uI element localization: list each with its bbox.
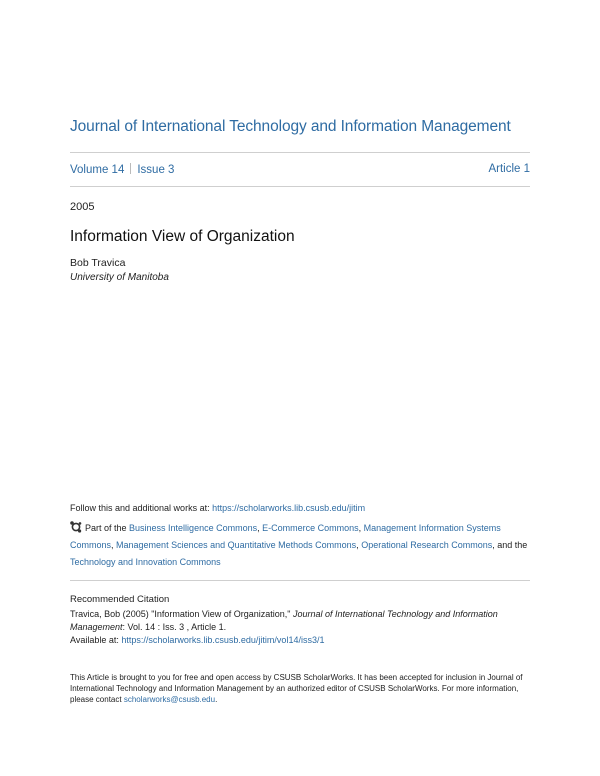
commons-link-business-intelligence[interactable]: Business Intelligence Commons	[129, 523, 258, 533]
and-the-text: and the	[497, 540, 528, 550]
divider-top	[70, 152, 530, 153]
issue-link[interactable]: Issue 3	[137, 164, 175, 176]
journal-title[interactable]: Journal of International Technology and Information Management	[70, 118, 511, 135]
volume-issue	[70, 163, 174, 176]
footer-text: This Article is brought to you for free and open access by CSUSB ScholarWorks. It has been accepted for inclusion in Journal of International Technology and Information Management by an authorized editor of CSUSB ScholarWorks. For more information, please contact	[70, 673, 523, 704]
follow-link[interactable]: https://scholarworks.lib.csusb.edu/jitim	[212, 503, 366, 513]
contact-email-link[interactable]: scholarworks@csusb.edu	[123, 695, 216, 704]
citation-journal: Journal of International Technology and Information Management	[70, 609, 498, 632]
recommended-citation-body	[70, 608, 530, 647]
publication-year: 2005	[70, 201, 95, 213]
commons-link-management-information-systems[interactable]: Management Information Systems Commons	[70, 523, 501, 550]
volume-link[interactable]: Volume 14	[70, 164, 125, 176]
author-affiliation: University of Manitoba	[70, 272, 169, 283]
available-prefix: Available at:	[70, 635, 122, 645]
article-link[interactable]: Article 1	[488, 163, 530, 175]
footer-end: .	[215, 695, 218, 704]
author-name: Bob Travica	[70, 257, 126, 269]
citation-tail: : Vol. 14 : Iss. 3 , Article 1.	[122, 622, 227, 632]
follow-line	[70, 503, 365, 513]
commons-link-operational-research[interactable]: Operational Research Commons	[361, 540, 493, 550]
commons-link-technology-innovation[interactable]: Technology and Innovation Commons	[70, 557, 221, 567]
footer-notice	[70, 672, 530, 705]
separator	[130, 163, 131, 174]
follow-prefix: Follow this and additional works at:	[70, 503, 213, 513]
divider-mid	[70, 186, 530, 187]
part-of-prefix: Part of the	[85, 523, 130, 533]
commons-link-management-sciences[interactable]: Management Sciences and Quantitative Methods Commons	[116, 540, 357, 550]
part-of-commons: Part of the Business Intelligence Commons, E-Commerce Commons, Management Information Systems Commons, Management Sciences and Quantitative Methods Commons, Operational Research Commons, and the Technology and Innovation Commons	[70, 523, 528, 567]
divider-bottom	[70, 580, 530, 581]
citation-plain: Travica, Bob (2005) "Information View of Organization,"	[70, 609, 293, 619]
commons-network-icon	[70, 521, 82, 533]
article-title: Information View of Organization	[70, 228, 295, 245]
available-link[interactable]: https://scholarworks.lib.csusb.edu/jitim/vol14/iss3/1	[121, 635, 325, 645]
recommended-citation-heading: Recommended Citation	[70, 594, 170, 605]
commons-link-e-commerce[interactable]: E-Commerce Commons	[262, 523, 359, 533]
volume-issue-row	[70, 163, 530, 176]
